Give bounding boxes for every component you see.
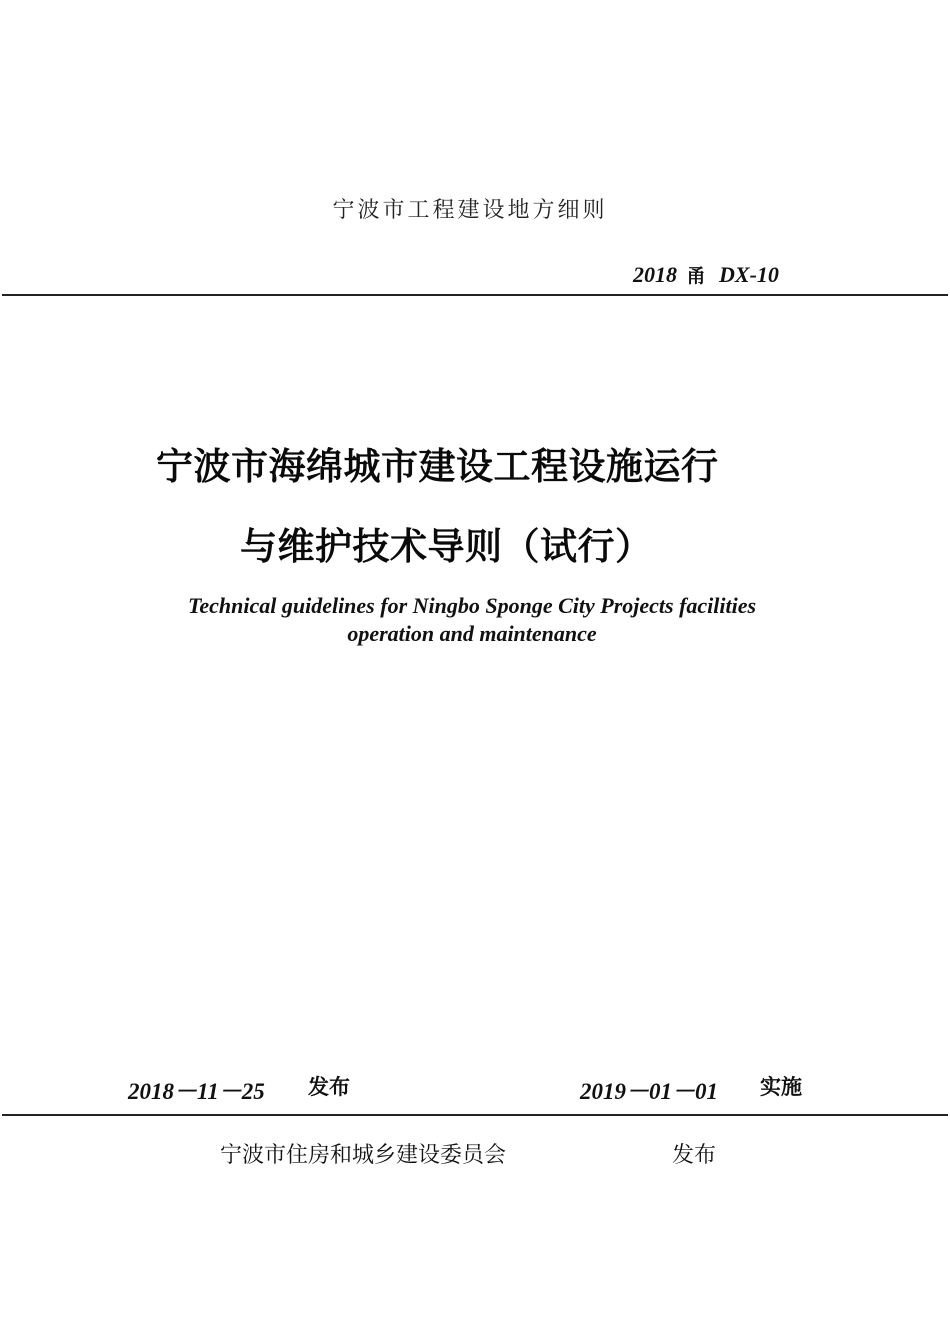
standard-code-number: DX-10 bbox=[719, 262, 779, 287]
issue-label: 发布 bbox=[308, 1075, 350, 1099]
english-title-line-2: operation and maintenance bbox=[347, 621, 597, 646]
main-title-line-2: 与维护技术导则（试行） bbox=[240, 525, 653, 568]
implementation-label: 实施 bbox=[760, 1075, 802, 1099]
standard-code bbox=[633, 261, 779, 288]
publish-label: 发布 bbox=[672, 1143, 717, 1168]
english-title-line-1: Technical guidelines for Ningbo Sponge City Projects facilities bbox=[187, 593, 757, 618]
issue-date: 2018－11－25 bbox=[128, 1079, 265, 1104]
main-title-line-1: 宁波市海绵城市建设工程设施运行 bbox=[156, 445, 719, 488]
series-title-text: 宁波市工程建设地方细则 bbox=[332, 198, 608, 223]
top-divider bbox=[2, 294, 948, 296]
series-title bbox=[0, 193, 950, 224]
standard-code-region: 甬 bbox=[686, 265, 706, 287]
implementation-date: 2019－01－01 bbox=[580, 1079, 718, 1104]
bottom-divider bbox=[2, 1114, 948, 1116]
publisher-name: 宁波市住房和城乡建设委员会 bbox=[220, 1143, 507, 1168]
standard-code-year: 2018 bbox=[633, 262, 677, 287]
